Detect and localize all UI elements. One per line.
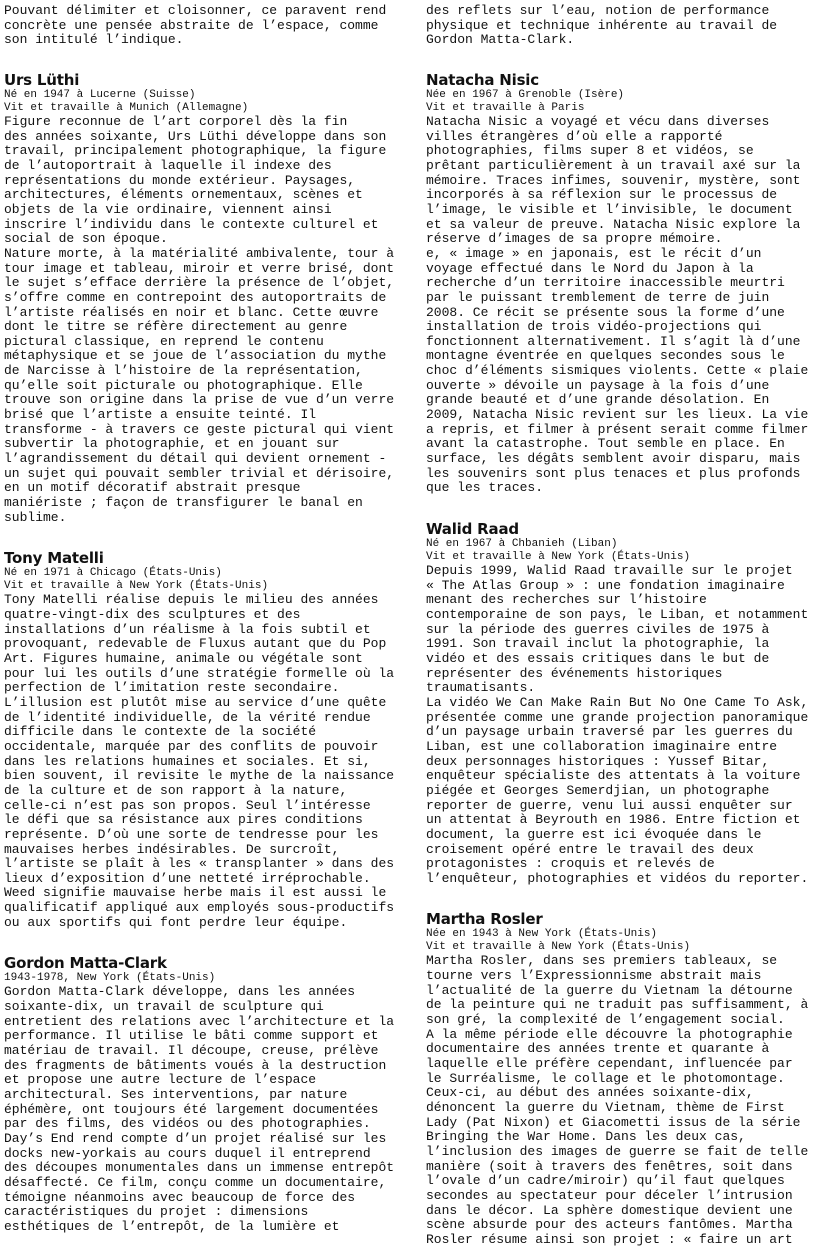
artist-description: Depuis 1999, Walid Raad travaille sur le projet « The Atlas Group » : une fondation imaginaire menant des recherches sur l’histoire contemporaine de son pays, le Liban, et notamment sur la période des guerres civiles de 1975 à 1991. Son travail inclut la photographie, la vidéo et des essais critiques dans le but de représenter des événements historiques traumatisants. La vidéo We Can Make Rain But No One Came To Ask, présentée comme une grande projection panoramique d’un paysage urbain traversé par les guerres du Liban, est une collaboration imaginaire entre deux personnages historiques : Yussef Bitar, enquêteur spécialiste des attentats à la voiture piégée et Georges Semerdjian, un photographe reporter de guerre, venu lui aussi enquêter sur un attentat à Beyrouth en 1986. Entre fiction et document, la guerre est ici évoquée dans le croisement opéré entre le travail des deux protagonistes : croquis et relevés de l’enquêteur, photographies et vidéos du reporter. [426, 563, 809, 886]
artist-description: Figure reconnue de l’art corporel dès la fin des années soixante, Urs Lüthi développe dans son travail, principalement photographique, la figure de l’autoportrait à laquelle il indexe des représentations du monde extérieur. Paysages, architectures, éléments ornementaux, scènes et objets de la vie ordinaire, viennent ainsi inscrire l’individu dans le contexte culturel et social de son époque. Nature morte, à la matérialité ambivalente, tour à tour image et tableau, miroir et verre brisé, dont le sujet s’efface derrière la présence de l’objet, s’offre comme en contrepoint des autoportraits de l’artiste réalisés en noir et blanc. Cette œuvre dont le titre se réfère directement au genre pictural classique, en reprend le contenu métaphysique et se joue de l’association du mythe de Narcisse à l’histoire de la représentation, qu’elle soit picturale ou photographique. Elle trouve son origine dans la prise de vue d’un verre brisé que l’artiste a ensuite teinté. Il transforme - à travers ce geste pictural qui vient subvertir la photographie, et en jouant sur l’agrandissement du détail qui devient ornement - un sujet qui pouvait sembler trivial et dérisoire, en un motif décoratif abstrait presque maniériste ; façon de transfigurer le banal en sublime. [4, 113, 395, 525]
artist-entry-rosler [426, 910, 816, 1247]
artist-name: Walid Raad [426, 520, 519, 539]
artist-name: Tony Matelli [4, 549, 104, 568]
artist-entry-luthi [4, 71, 396, 525]
continued-text: des reflets sur l’eau, notion de performance physique et technique inhérente au travail de Gordon Matta-Clark. [426, 3, 778, 48]
artist-description: Gordon Matta-Clark développe, dans les années soixante-dix, un travail de sculpture qui entretient des relations avec l’architecture et la performance. Il utilise le bâti comme support et matériau de travail. Il découpe, creuse, prélève des fragments de bâtiments voués à la destruction et propose une autre lecture de l’espace architectural. Ses interventions, par nature éphémère, ont toujours été largement documentées par des films, des vidéos ou des photographies. Day’s End rend compte d’un projet réalisé sur les docks new-yorkais au cours duquel il entreprend des découpes monumentales dans un immense entrepôt désaffecté. Ce film, conçu comme un documentaire, témoigne néanmoins avec beaucoup de force des caractéristiques du projet : dimensions esthétiques de l’entrepôt, de la lumière et [4, 984, 395, 1234]
right-column [426, 4, 816, 1248]
artist-name: Gordon Matta-Clark [4, 954, 167, 973]
artist-name: Martha Rosler [426, 910, 543, 929]
left-column [4, 4, 396, 1235]
artist-bio-meta: Née en 1943 à New York (États-Unis) Vit et travaille à New York (États-Unis) [426, 928, 691, 954]
artist-name: Natacha Nisic [426, 70, 539, 89]
artist-name: Urs Lüthi [4, 70, 80, 89]
artist-entry-matta-clark [4, 954, 396, 1234]
artist-bio-meta: 1943-1978, New York (États-Unis) [4, 972, 216, 985]
artist-description: Martha Rosler, dans ses premiers tableaux, se tourne vers l’Expressionnisme abstrait mais l’actualité de la guerre du Vietnam la détourne de la peinture qui ne traduit pas suffisamment, à son gré, la complexité de l’engagement social. A la même période elle découvre la photographie documentaire des années trente et quarante à laquelle elle préfère cependant, influencée par le Surréalisme, le collage et le photomontage. Ceux-ci, au début des années soixante-dix, dénoncent la guerre du Vietnam, thème de First Lady (Pat Nixon) et Giacometti issus de la série Bringing the War Home. Dans les deux cas, l’inclusion des images de guerre se fait de telle manière (soit à travers des fenêtres, soit dans l’ovale d’un cadre/miroir) qu’il faut quelques secondes au spectateur pour déceler l’intrusion dans le décor. La sphère domestique devient une scène absurde pour des acteurs fantômes. Martha Rosler résume ainsi son projet : « faire un art [426, 953, 809, 1247]
artist-description: Natacha Nisic a voyagé et vécu dans diverses villes étrangères d’où elle a rapporté photographies, films super 8 et vidéos, se prêtant particulièrement à un travail axé sur la mémoire. Traces infimes, souvenir, mystère, sont incorporés à sa réflexion sur le processus de l’image, le visible et l’invisible, le document et sa valeur de preuve. Natacha Nisic explore la réserve d’images de sa propre mémoire. e, « image » en japonais, est le récit d’un voyage effectué dans le Nord du Japon à la recherche d’un territoire inaccessible meurtri par le puissant tremblement de terre de juin 2008. Ce récit se présente sous la forme d’une installation de trois vidéo-projections qui fonctionnent alternativement. Il s’agit là d’une montagne éventrée en quelques secondes sous le choc d’éléments sismiques violents. Cette « plaie ouverte » dévoile un paysage à la fois d’une grande beauté et d’une grande désolation. En 2009, Natacha Nisic revient sur les lieux. La vie a repris, et filmer à présent serait comme filmer avant la catastrophe. Tout semble en place. En surface, les dégâts semblent avoir disparu, mais les souvenirs sont plus tenaces et plus profonds que les traces. [426, 113, 809, 496]
artist-description: Tony Matelli réalise depuis le milieu des années quatre-vingt-dix des sculptures et des installations d’un réalisme à la fois subtil et provoquant, redevable de Fluxus autant que du Pop Art. Figures humaine, animale ou végétale sont pour lui les outils d’une stratégie formelle où la perfection de l’imitation reste secondaire. L’illusion est plutôt mise au service d’une quête de l’identité individuelle, de la vérité rendue difficile dans le contexte de la société occidentale, marquée par des conflits de pouvoir dans les relations humaines et sociales. Et si, bien souvent, il revisite le mythe de la naissance de la culture et de son rapport à la nature, celle-ci n’est pas son propos. Seul l’intéresse le défi que sa résistance aux pires conditions représente. D’où une sorte de tendresse pour les mauvaises herbes indésirables. De surcroît, l’artiste se plaît à les « transplanter » dans des lieux d’exposition d’une netteté irréprochable. Weed signifie mauvaise herbe mais il est aussi le qualificatif appliqué aux employés sous-productifs ou aux sportifs qui font perdre leur équipe. [4, 592, 395, 930]
artist-bio-meta: Né en 1947 à Lucerne (Suisse) Vit et travaille à Munich (Allemagne) [4, 88, 249, 114]
artist-bio-meta: Né en 1967 à Chbanieh (Liban) Vit et travaille à New York (États-Unis) [426, 538, 691, 564]
artist-entry-nisic [426, 71, 816, 496]
artist-entry-raad [426, 520, 816, 886]
artist-bio-meta: Née en 1967 à Grenoble (Isère) Vit et travaille à Paris [426, 88, 625, 114]
artist-bio-meta: Né en 1971 à Chicago (États-Unis) Vit et travaille à New York (États-Unis) [4, 567, 269, 593]
artist-entry-matelli [4, 549, 396, 930]
continued-text: Pouvant délimiter et cloisonner, ce paravent rend concrète une pensée abstraite de l’espace, comme son intitulé l’indique. [4, 3, 387, 48]
